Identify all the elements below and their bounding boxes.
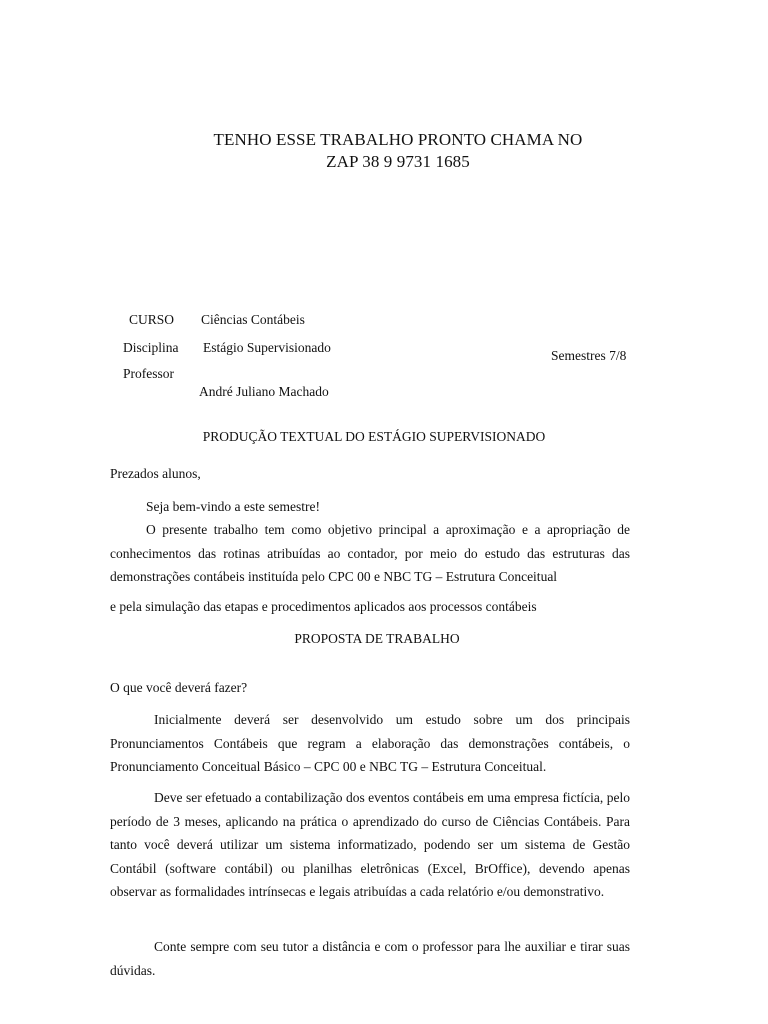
paragraph-support: Conte sempre com seu tutor a distância e com o professor para lhe auxiliar e tirar suas dúvidas. — [110, 939, 630, 978]
discipline-label: Disciplina — [123, 340, 179, 355]
intro-paragraph: O presente trabalho tem como objetivo principal a aproximação e a apropriação de conhecimentos das rotinas atribuídas ao contador, por meio do estudo das estruturas das demonstrações contábeis instituída pelo CPC 00 e NBC TG – Estrutura Conceitual — [110, 522, 630, 584]
greeting: Prezados alunos, — [110, 466, 201, 481]
course-label: CURSO — [129, 312, 175, 327]
semesters-text: Semestres 7/8 — [551, 348, 627, 363]
proposal-heading: PROPOSTA DE TRABALHO — [294, 631, 460, 646]
paragraph-study: Inicialmente deverá ser desenvolvido um estudo sobre um dos principais Pronunciamentos Contábeis que regram a elaboração das demonstrações contábeis, o Pronunciamento Conceitual Básico – CPC 00 e NBC TG – Estrutura Conceitual. — [110, 712, 630, 774]
intro-continuation: e pela simulação das etapas e procedimentos aplicados aos processos contábeis — [110, 599, 537, 614]
document-title: PRODUÇÃO TEXTUAL DO ESTÁGIO SUPERVISIONADO — [202, 429, 546, 444]
discipline-value: Estágio Supervisionado — [203, 340, 331, 355]
header-line-2: ZAP 38 9 9731 1685 — [326, 152, 470, 171]
welcome-line: Seja bem-vindo a este semestre! — [146, 499, 320, 514]
professor-value: André Juliano Machado — [199, 384, 329, 399]
header-line-1: TENHO ESSE TRABALHO PRONTO CHAMA NO — [213, 130, 583, 149]
professor-label: Professor — [123, 366, 174, 381]
paragraph-accounting: Deve ser efetuado a contabilização dos eventos contábeis em uma empresa fictícia, pelo período de 3 meses, aplicando na prática o aprendizado do curso de Ciências Contábeis. Para tanto você deverá utilizar um sistema informatizado, podendo ser um sistema de Gestão Contábil (software contábil) ou planilhas eletrônicas (Excel, BrOffice), devendo apenas observar as formalidades intrínsecas e legais atribuídas a cada relatório e/ou demonstrativo. — [110, 790, 630, 899]
question-line: O que você deverá fazer? — [110, 680, 248, 695]
course-value: Ciências Contábeis — [201, 312, 305, 327]
